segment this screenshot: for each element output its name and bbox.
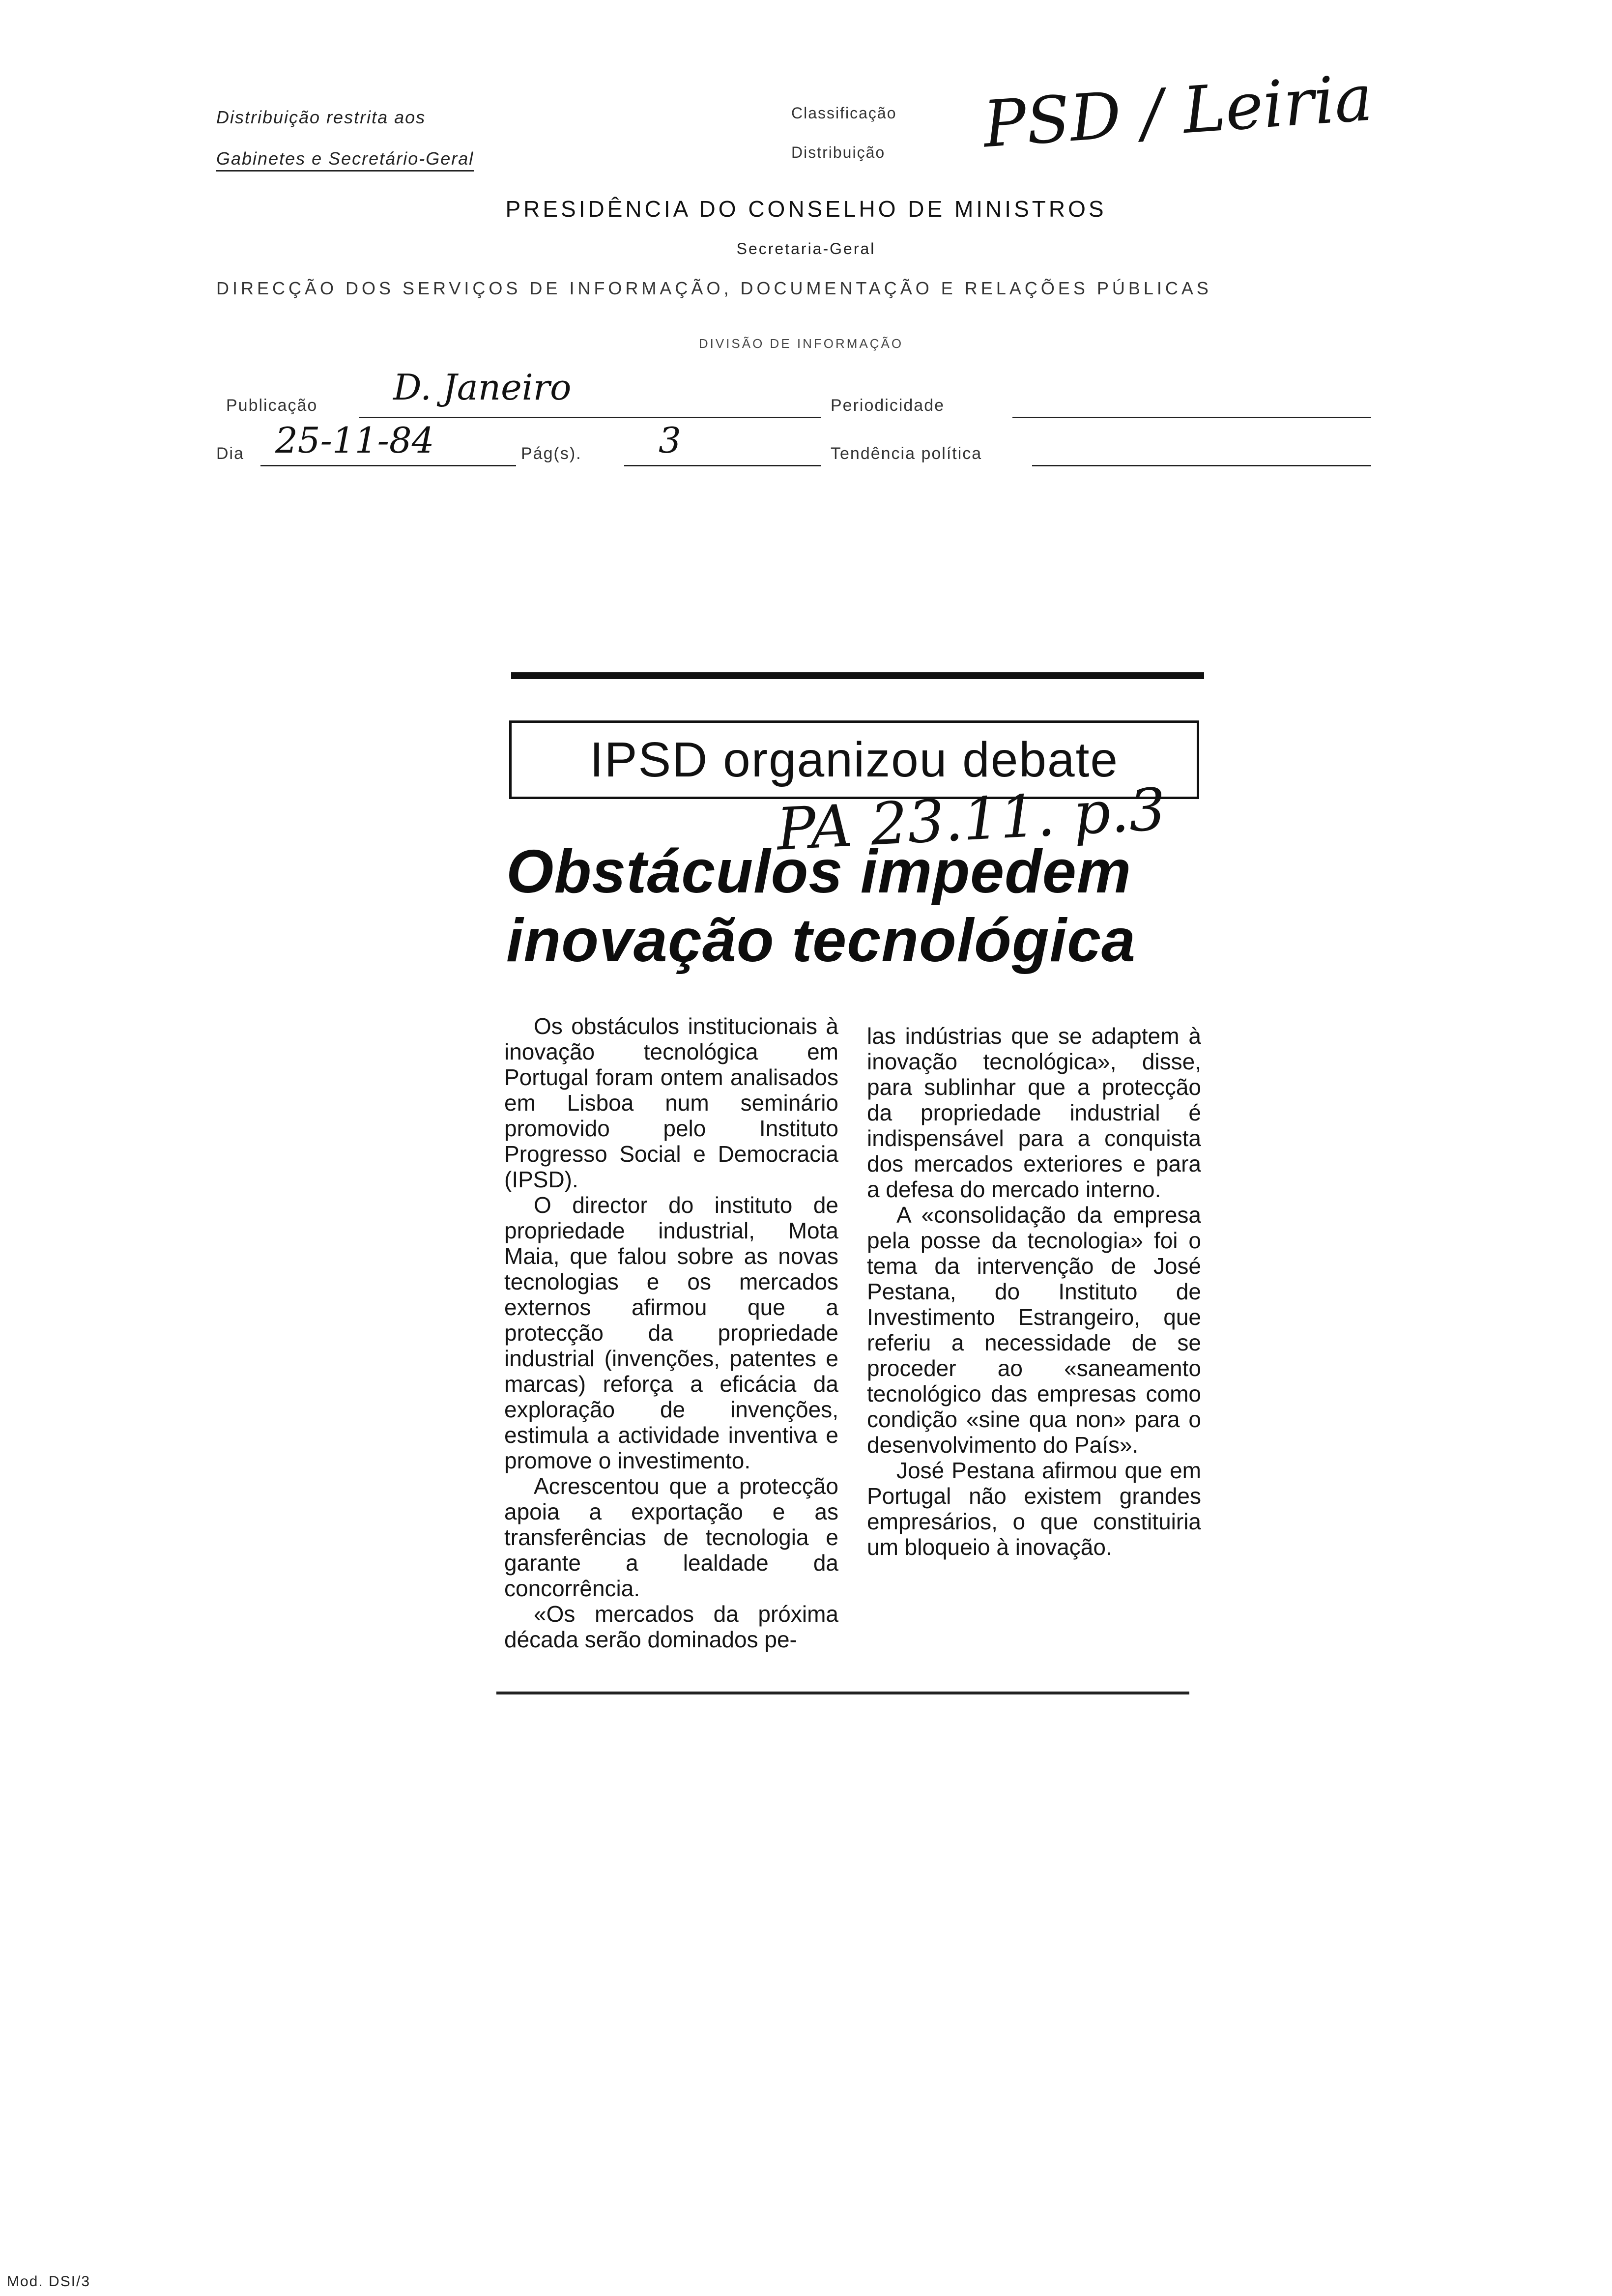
dia-label: Dia xyxy=(216,444,245,463)
secretaria-geral: Secretaria-Geral xyxy=(736,240,876,258)
article-paragraph: Os obstáculos institucionais à inovação tecnológica em Portugal foram ontem analisados em Lisboa num seminário promovido pelo Instituto Progresso Social e Democracia (IPSD). xyxy=(504,1013,838,1192)
tendencia-line xyxy=(1032,465,1371,466)
publicacao-value: D. Janeiro xyxy=(393,367,572,408)
article-paragraph: José Pestana afirmou que em Portugal não existem grandes empresários, o que constituiria um bloqueio à inovação. xyxy=(867,1458,1201,1560)
pags-line xyxy=(624,465,821,466)
article-date-stamp: PA 23.11. p.3 xyxy=(775,775,1168,863)
distribuicao-label: Distribuição xyxy=(791,144,886,161)
form-code: Mod. DSI/3 xyxy=(7,2273,91,2290)
pags-label: Pág(s). xyxy=(521,444,582,463)
classificacao-handwritten: PSD / Leiria xyxy=(980,60,1375,162)
article-bottom-rule xyxy=(496,1692,1189,1694)
article-top-rule xyxy=(511,672,1204,679)
publicacao-line xyxy=(359,417,821,418)
periodicidade-line xyxy=(1012,417,1371,418)
article-paragraph: A «consolidação da empresa pela posse da tecnologia» foi o tema da intervenção de José Pestana, do Instituto de Investimento Estrangeiro, que referiu a necessidade de se proceder ao «saneamento tecnológico das empresas como condição «sine qua non» para o desenvolvimento do País». xyxy=(867,1202,1201,1458)
direccao-servicos: DIRECÇÃO DOS SERVIÇOS DE INFORMAÇÃO, DOCUMENTAÇÃO E RELAÇÕES PÚBLICAS xyxy=(216,278,1212,298)
ministry-title: PRESIDÊNCIA DO CONSELHO DE MINISTROS xyxy=(505,196,1107,222)
article-headline-line-1: Obstáculos impedem xyxy=(506,838,1132,906)
tendencia-label: Tendência política xyxy=(831,444,982,463)
dia-value: 25-11-84 xyxy=(275,420,434,461)
article-paragraph: O director do instituto de propriedade industrial, Mota Maia, que falou sobre as novas tecnologias e os mercados externos afirmou que a protecção da propriedade industrial (invenções, patentes e marcas) reforça a eficácia da exploração de invenções, estimula a actividade inventiva e promove o investimento. xyxy=(504,1192,838,1473)
dia-line xyxy=(260,465,516,466)
distribution-line-1: Distribuição restrita aos xyxy=(216,107,426,127)
publicacao-label: Publicação xyxy=(226,396,318,415)
article-paragraph: «Os mercados da próxima década serão dominados pe- xyxy=(504,1601,838,1652)
pags-value: 3 xyxy=(659,420,681,461)
periodicidade-label: Periodicidade xyxy=(831,396,945,415)
article-headline-line-2: inovação tecnológica xyxy=(506,907,1136,975)
article-kicker: IPSD organizou debate xyxy=(589,732,1119,787)
divisao-informacao: DIVISÃO DE INFORMAÇÃO xyxy=(698,336,904,351)
classificacao-label: Classificação xyxy=(791,104,897,122)
article-paragraph: las indústrias que se adaptem à inovação tecnológica», disse, para sublinhar que a protecção da propriedade industrial é indispensável para a conquista dos mercados exteriores e para a defesa do mercado interno. xyxy=(867,1023,1201,1202)
distribution-line-2: Gabinetes e Secretário-Geral xyxy=(216,148,474,172)
article-column-2 xyxy=(867,1023,1201,1560)
article-paragraph: Acrescentou que a protecção apoia a exportação e as transferências de tecnologia e garante a lealdade da concorrência. xyxy=(504,1473,838,1601)
article-column-1 xyxy=(504,1013,838,1652)
